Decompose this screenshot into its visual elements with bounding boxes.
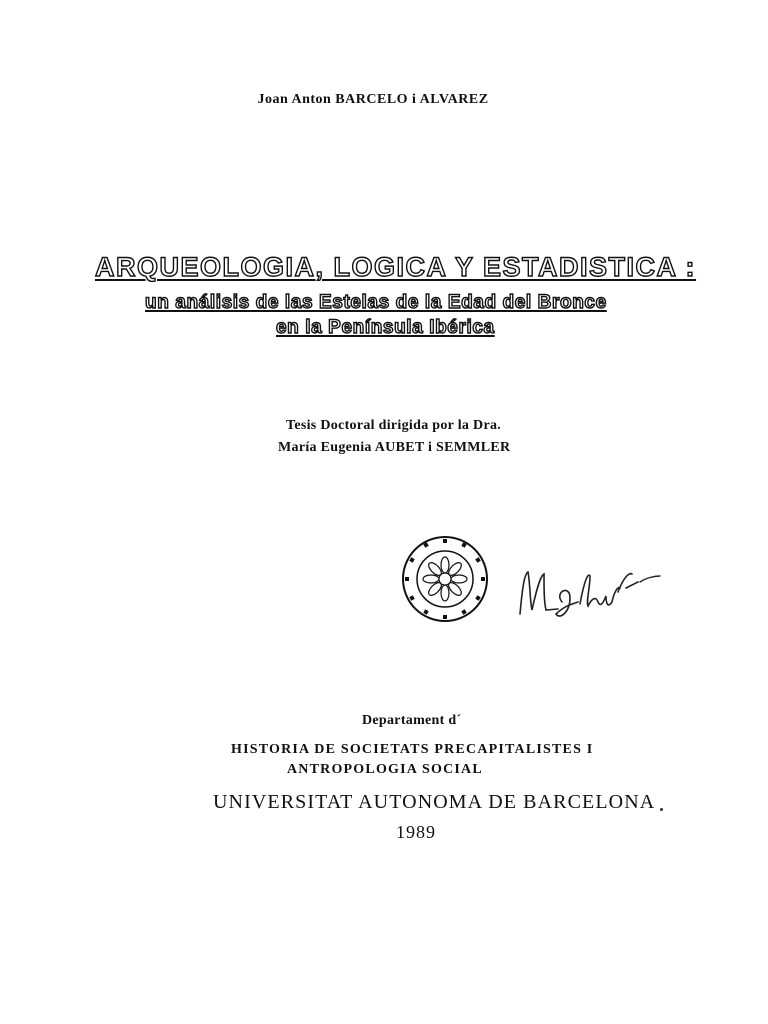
department-label: Departament d´ — [362, 713, 462, 728]
university-name: UNIVERSITAT AUTONOMA DE BARCELONA — [213, 791, 656, 813]
thesis-director-label: Tesis Doctoral dirigida por la Dra. — [286, 418, 502, 433]
thesis-title: ARQUEOLOGIA, LOGICA Y ESTADISTICA : — [95, 252, 697, 282]
department-name — [231, 740, 593, 780]
author-name: Joan Anton BARCELO i ALVAREZ — [257, 92, 489, 107]
department-name-line1: HISTORIA DE SOCIETATS PRECAPITALISTES I — [231, 742, 594, 757]
scan-speck — [660, 808, 663, 811]
university-seal-icon — [400, 534, 490, 624]
thesis-director-name: María Eugenia AUBET i SEMMLER — [278, 440, 511, 455]
thesis-subtitle-line1: un análisis de las Estelas de la Edad del Bronce — [145, 292, 607, 313]
thesis-year: 1989 — [396, 822, 436, 842]
thesis-director-block — [278, 415, 511, 459]
thesis-subtitle-line2: en la Península Ibérica — [276, 317, 495, 338]
department-name-line2: ANTROPOLOGIA SOCIAL — [287, 762, 483, 777]
director-signature — [514, 562, 664, 622]
